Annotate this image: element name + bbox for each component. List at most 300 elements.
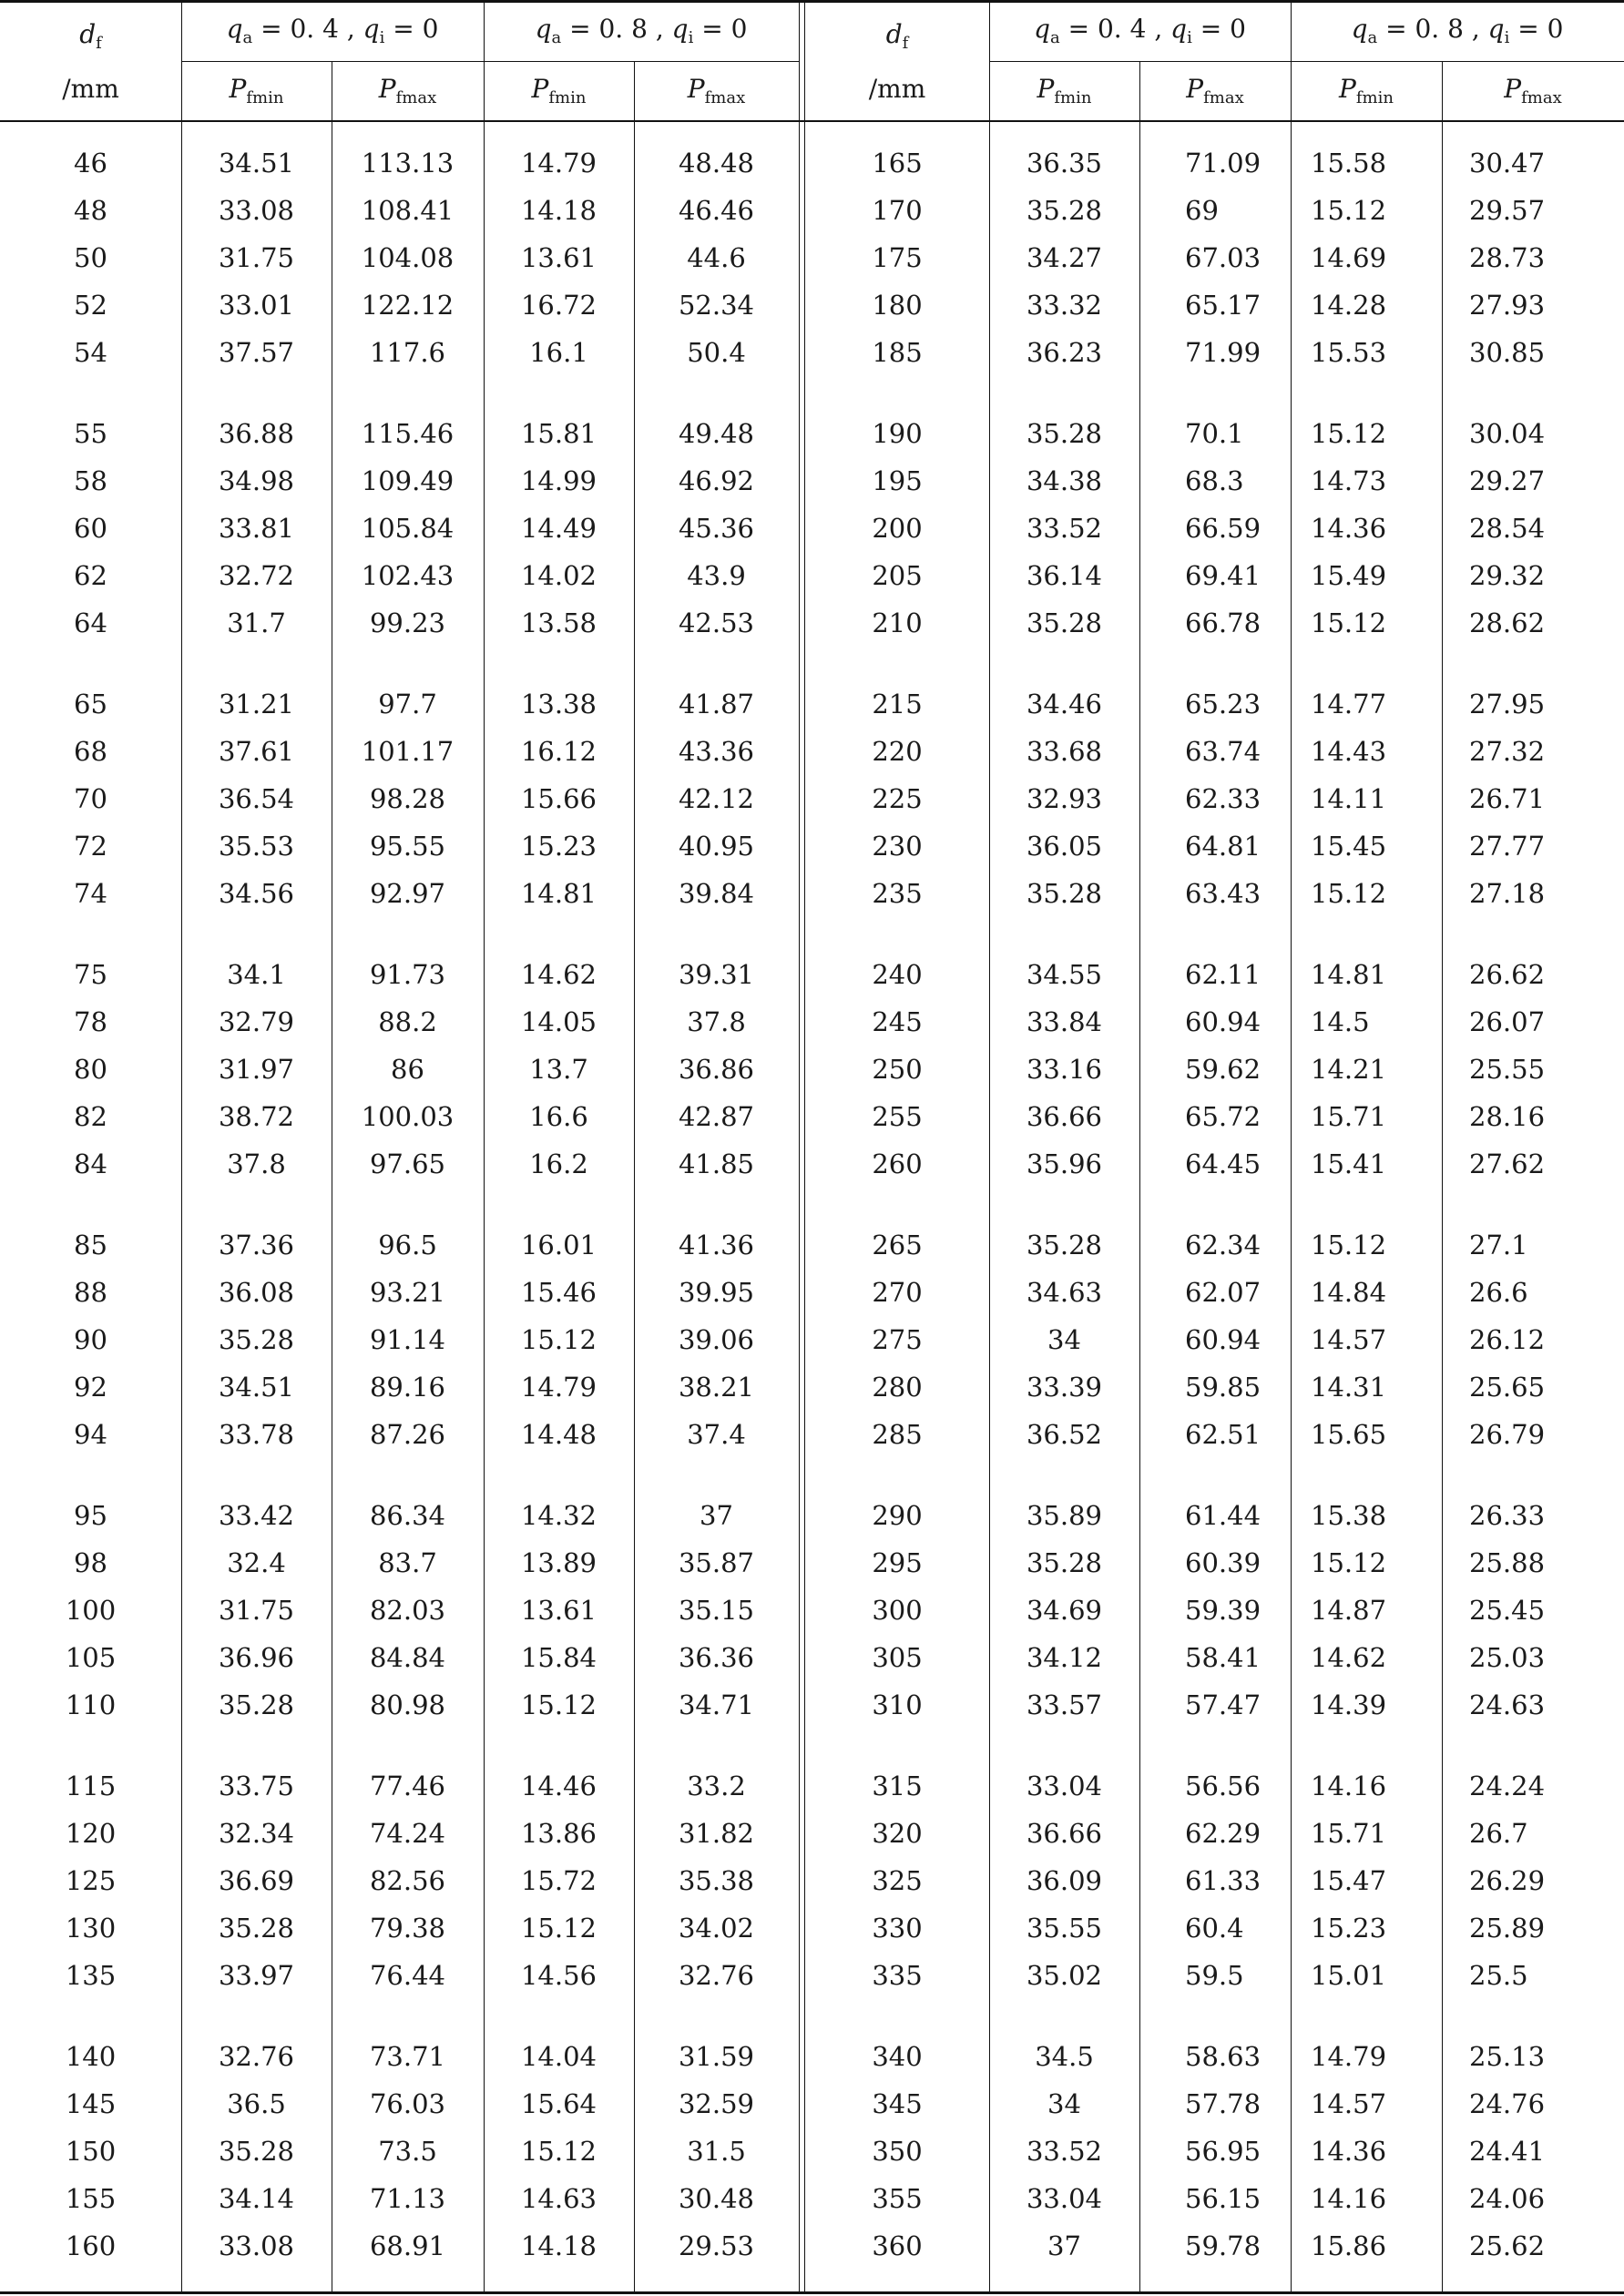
pfmax-qa04-cell: 91.14	[369, 1324, 446, 1355]
df-cell: 115	[65, 1770, 117, 1801]
pfmax-qa08-cell: 42.12	[678, 783, 755, 814]
pfmin-qa08-cell: 15.12	[1311, 878, 1387, 909]
pfmin-qa04-cell: 38.72	[218, 1101, 295, 1132]
pfmin-qa08-cell: 14.28	[1311, 290, 1387, 321]
pfmax-qa04-cell: 97.7	[378, 689, 437, 719]
pfmin-qa08-cell: 14.21	[1311, 1054, 1387, 1085]
df-cell: 120	[65, 1818, 117, 1849]
pfmax-qa04-cell: 96.5	[378, 1230, 437, 1260]
pfmin-qa04-cell: 33.32	[1026, 290, 1103, 321]
pfmin-qa04-cell: 34.38	[1026, 465, 1103, 496]
pfmax-qa08-cell: 31.59	[678, 2041, 755, 2072]
pfmin-qa08-cell: 13.86	[520, 1818, 598, 1849]
pfmax-qa08-cell: 24.06	[1469, 2183, 1546, 2214]
pfmin-qa08-cell: 14.56	[520, 1960, 598, 1991]
pfmax-qa04-cell: 101.17	[361, 736, 455, 767]
pfmax-qa08-cell: 25.13	[1469, 2041, 1546, 2072]
pfmin-qa04-cell: 36.54	[218, 783, 295, 814]
col-rule	[1139, 62, 1140, 2294]
pfmin-qa04-cell: 37.36	[218, 1230, 295, 1260]
pfmin-qa04-cell: 35.28	[1026, 195, 1103, 226]
pfmin-qa08-cell: 15.65	[1311, 1419, 1387, 1450]
header-unit: /mm	[62, 74, 119, 104]
df-cell: 170	[872, 195, 923, 226]
pfmin-qa08-cell: 14.87	[1311, 1595, 1387, 1626]
pfmax-qa04-cell: 122.12	[361, 290, 455, 321]
pfmax-qa04-cell: 99.23	[369, 607, 446, 638]
pfmin-qa04-cell: 36.69	[218, 1865, 295, 1896]
df-cell: 325	[872, 1865, 923, 1896]
pfmin-qa04-cell: 34.14	[218, 2183, 295, 2214]
pfmin-qa04-cell: 33.97	[218, 1960, 295, 1991]
pfmax-qa04-cell: 60.94	[1185, 1006, 1261, 1037]
pfmin-qa08-cell: 13.38	[520, 689, 598, 719]
pfmin-qa04-cell: 35.28	[1026, 1547, 1103, 1578]
col-rule	[1291, 0, 1292, 2294]
pfmin-qa04-cell: 34.1	[227, 959, 286, 990]
df-cell: 210	[872, 607, 923, 638]
pfmax-qa08-cell: 43.36	[678, 736, 755, 767]
pfmax-qa08-cell: 37.4	[687, 1419, 746, 1450]
df-cell: 130	[65, 1913, 117, 1944]
pfmin-qa04-cell: 34.55	[1026, 959, 1103, 990]
pfmin-qa04-cell: 33.75	[218, 1770, 295, 1801]
df-cell: 190	[872, 418, 923, 449]
pfmax-qa04-cell: 83.7	[378, 1547, 437, 1578]
pfmax-qa08-cell: 36.86	[678, 1054, 755, 1085]
header-pfmax: $P_{fmax}$	[1186, 74, 1244, 107]
pfmax-qa04-cell: 64.45	[1185, 1148, 1261, 1179]
pfmin-qa04-cell: 35.02	[1026, 1960, 1103, 1991]
pfmax-qa08-cell: 25.45	[1469, 1595, 1546, 1626]
pfmin-qa04-cell: 31.97	[218, 1054, 295, 1085]
pfmin-qa08-cell: 15.12	[1311, 418, 1387, 449]
df-cell: 280	[872, 1372, 923, 1403]
pfmin-qa04-cell: 34.56	[218, 878, 295, 909]
df-cell: 46	[74, 148, 107, 179]
pfmin-qa04-cell: 33.01	[218, 290, 295, 321]
pfmin-qa04-cell: 36.96	[218, 1642, 295, 1673]
pfmax-qa04-cell: 92.97	[369, 878, 446, 909]
pfmax-qa04-cell: 91.73	[369, 959, 446, 990]
pfmax-qa04-cell: 59.5	[1185, 1960, 1244, 1991]
df-cell: 295	[872, 1547, 923, 1578]
pfmax-qa08-cell: 24.24	[1469, 1770, 1546, 1801]
pfmax-qa04-cell: 58.63	[1185, 2041, 1261, 2072]
pfmin-qa04-cell: 34.98	[218, 465, 295, 496]
header-pfmax: $P_{fmax}$	[378, 74, 437, 107]
pfmin-qa08-cell: 16.72	[520, 290, 598, 321]
pfmin-qa04-cell: 31.75	[218, 1595, 295, 1626]
pfmin-qa08-cell: 14.79	[1311, 2041, 1387, 2072]
group-header-right-rule	[989, 61, 1624, 62]
pfmax-qa04-cell: 82.03	[369, 1595, 446, 1626]
pfmax-qa04-cell: 71.09	[1185, 148, 1261, 179]
pfmin-qa08-cell: 14.36	[1311, 513, 1387, 544]
df-cell: 360	[872, 2230, 923, 2261]
pfmax-qa08-cell: 41.85	[678, 1148, 755, 1179]
pfmax-qa04-cell: 62.11	[1185, 959, 1261, 990]
col-rule	[634, 62, 635, 2294]
pfmin-qa04-cell: 34.46	[1026, 689, 1103, 719]
pfmax-qa08-cell: 37	[700, 1500, 733, 1531]
pfmax-qa08-cell: 26.33	[1469, 1500, 1546, 1531]
pfmax-qa08-cell: 25.65	[1469, 1372, 1546, 1403]
df-cell: 320	[872, 1818, 923, 1849]
pfmax-qa08-cell: 24.41	[1469, 2136, 1546, 2167]
df-cell: 135	[65, 1960, 117, 1991]
pfmax-qa04-cell: 115.46	[361, 418, 455, 449]
pfmin-qa08-cell: 15.38	[1311, 1500, 1387, 1531]
pfmax-qa08-cell: 46.92	[678, 465, 755, 496]
pfmin-qa08-cell: 15.12	[1311, 1230, 1387, 1260]
pfmin-qa04-cell: 35.96	[1026, 1148, 1103, 1179]
pfmax-qa04-cell: 64.81	[1185, 831, 1261, 862]
pfmax-qa04-cell: 77.46	[369, 1770, 446, 1801]
pfmax-qa08-cell: 26.62	[1469, 959, 1546, 990]
pfmin-qa08-cell: 14.49	[520, 513, 598, 544]
df-cell: 355	[872, 2183, 923, 2214]
pfmax-qa04-cell: 84.84	[369, 1642, 446, 1673]
pfmax-qa08-cell: 39.95	[678, 1277, 755, 1308]
df-cell: 245	[872, 1006, 923, 1037]
df-cell: 85	[74, 1230, 107, 1260]
pfmax-qa08-cell: 36.36	[678, 1642, 755, 1673]
group-header-left-rule	[181, 61, 799, 62]
pfmax-qa08-cell: 29.32	[1469, 560, 1546, 591]
pfmin-qa04-cell: 37	[1047, 2230, 1081, 2261]
df-cell: 310	[872, 1689, 923, 1720]
pfmin-qa08-cell: 14.39	[1311, 1689, 1387, 1720]
pfmax-qa08-cell: 41.36	[678, 1230, 755, 1260]
pfmax-qa04-cell: 86	[391, 1054, 424, 1085]
pfmax-qa08-cell: 30.47	[1469, 148, 1546, 179]
pfmax-qa04-cell: 69	[1185, 195, 1219, 226]
df-cell: 95	[74, 1500, 107, 1531]
pfmax-qa04-cell: 59.62	[1185, 1054, 1261, 1085]
pfmin-qa04-cell: 32.72	[218, 560, 295, 591]
df-cell: 160	[65, 2230, 117, 2261]
pfmax-qa04-cell: 102.43	[361, 560, 455, 591]
pfmax-qa08-cell: 49.48	[678, 418, 755, 449]
pfmin-qa04-cell: 32.76	[218, 2041, 295, 2072]
pfmax-qa04-cell: 56.56	[1185, 1770, 1261, 1801]
df-cell: 125	[65, 1865, 117, 1896]
pfmin-qa08-cell: 14.43	[1311, 736, 1387, 767]
pfmin-qa08-cell: 14.73	[1311, 465, 1387, 496]
pfmin-qa08-cell: 15.12	[1311, 607, 1387, 638]
pfmax-qa04-cell: 68.3	[1185, 465, 1244, 496]
df-cell: 290	[872, 1500, 923, 1531]
pfmax-qa08-cell: 35.87	[678, 1547, 755, 1578]
pfmin-qa08-cell: 15.12	[520, 2136, 598, 2167]
pfmin-qa04-cell: 31.75	[218, 242, 295, 273]
pfmax-qa04-cell: 63.74	[1185, 736, 1261, 767]
header-group-qa08: $q_a = 0$. 8 , $q_i = 0$	[1351, 14, 1564, 47]
pfmax-qa08-cell: 35.38	[678, 1865, 755, 1896]
pfmin-qa08-cell: 15.64	[520, 2088, 598, 2119]
pfmin-qa08-cell: 15.12	[520, 1324, 598, 1355]
pfmax-qa08-cell: 31.82	[678, 1818, 755, 1849]
pfmax-qa08-cell: 25.03	[1469, 1642, 1546, 1673]
pfmax-qa08-cell: 26.12	[1469, 1324, 1546, 1355]
df-cell: 105	[65, 1642, 117, 1673]
df-cell: 60	[74, 513, 107, 544]
pfmax-qa08-cell: 33.2	[687, 1770, 746, 1801]
header-group-qa08: $q_a = 0$. 8 , $q_i = 0$	[535, 14, 748, 47]
pfmax-qa08-cell: 29.53	[678, 2230, 755, 2261]
df-cell: 180	[872, 290, 923, 321]
col-rule	[1442, 62, 1443, 2294]
header-pfmin: $P_{fmin}$	[229, 74, 284, 107]
pfmin-qa04-cell: 33.78	[218, 1419, 295, 1450]
pfmax-qa08-cell: 26.6	[1469, 1277, 1528, 1308]
pfmax-qa08-cell: 28.54	[1469, 513, 1546, 544]
df-cell: 315	[872, 1770, 923, 1801]
df-cell: 155	[65, 2183, 117, 2214]
df-cell: 305	[872, 1642, 923, 1673]
table-bottom-rule	[0, 2291, 1624, 2294]
df-cell: 62	[74, 560, 107, 591]
pfmax-qa04-cell: 71.99	[1185, 337, 1261, 368]
pfmin-qa04-cell: 35.28	[218, 2136, 295, 2167]
pfmin-qa08-cell: 15.47	[1311, 1865, 1387, 1896]
pfmax-qa04-cell: 76.03	[369, 2088, 446, 2119]
pfmax-qa04-cell: 98.28	[369, 783, 446, 814]
df-cell: 340	[872, 2041, 923, 2072]
pfmax-qa08-cell: 27.93	[1469, 290, 1546, 321]
pfmax-qa08-cell: 52.34	[678, 290, 755, 321]
pfmax-qa04-cell: 66.59	[1185, 513, 1261, 544]
pfmin-qa08-cell: 15.58	[1311, 148, 1387, 179]
pfmax-qa04-cell: 73.71	[369, 2041, 446, 2072]
pfmax-qa08-cell: 26.29	[1469, 1865, 1546, 1896]
pfmax-qa04-cell: 63.43	[1185, 878, 1261, 909]
df-cell: 270	[872, 1277, 923, 1308]
pfmax-qa04-cell: 60.94	[1185, 1324, 1261, 1355]
pfmax-qa08-cell: 26.79	[1469, 1419, 1546, 1450]
pfmax-qa04-cell: 62.34	[1185, 1230, 1261, 1260]
df-cell: 205	[872, 560, 923, 591]
pfmax-qa04-cell: 108.41	[361, 195, 455, 226]
pfmin-qa08-cell: 15.53	[1311, 337, 1387, 368]
pfmin-qa04-cell: 32.4	[227, 1547, 286, 1578]
pfmin-qa04-cell: 33.04	[1026, 1770, 1103, 1801]
pfmax-qa04-cell: 73.5	[378, 2136, 437, 2167]
pfmin-qa08-cell: 15.46	[520, 1277, 598, 1308]
pfmin-qa08-cell: 15.72	[520, 1865, 598, 1896]
pfmax-qa04-cell: 67.03	[1185, 242, 1261, 273]
df-cell: 84	[74, 1148, 107, 1179]
pfmin-qa04-cell: 33.08	[218, 195, 295, 226]
header-pfmax: $P_{fmax}$	[687, 74, 746, 107]
pfmax-qa08-cell: 24.63	[1469, 1689, 1546, 1720]
header-df: $d_f$	[79, 19, 102, 53]
pfmin-qa04-cell: 36.5	[227, 2088, 286, 2119]
pfmin-qa08-cell: 15.12	[1311, 195, 1387, 226]
pfmax-qa04-cell: 79.38	[369, 1913, 446, 1944]
header-pfmin: $P_{fmin}$	[1339, 74, 1394, 107]
df-cell: 75	[74, 959, 107, 990]
pfmin-qa04-cell: 36.35	[1026, 148, 1103, 179]
pfmax-qa04-cell: 86.34	[369, 1500, 446, 1531]
pfmin-qa04-cell: 35.28	[1026, 878, 1103, 909]
pfmin-qa08-cell: 13.7	[529, 1054, 588, 1085]
pfmax-qa04-cell: 65.23	[1185, 689, 1261, 719]
pfmin-qa04-cell: 36.14	[1026, 560, 1103, 591]
pfmin-qa04-cell: 36.08	[218, 1277, 295, 1308]
pfmin-qa08-cell: 14.46	[520, 1770, 598, 1801]
pfmax-qa08-cell: 27.18	[1469, 878, 1546, 909]
df-cell: 300	[872, 1595, 923, 1626]
pfmin-qa04-cell: 33.42	[218, 1500, 295, 1531]
header-unit: /mm	[868, 74, 926, 104]
pfmin-qa08-cell: 15.49	[1311, 560, 1387, 591]
pfmax-qa04-cell: 57.78	[1185, 2088, 1261, 2119]
df-cell: 54	[74, 337, 107, 368]
df-cell: 285	[872, 1419, 923, 1450]
pfmin-qa08-cell: 15.12	[520, 1689, 598, 1720]
pfmax-qa08-cell: 28.16	[1469, 1101, 1546, 1132]
pfmax-qa04-cell: 80.98	[369, 1689, 446, 1720]
df-cell: 175	[872, 242, 923, 273]
df-cell: 275	[872, 1324, 923, 1355]
pfmax-qa08-cell: 27.62	[1469, 1148, 1546, 1179]
pfmin-qa04-cell: 34.27	[1026, 242, 1103, 273]
pfmax-qa04-cell: 88.2	[378, 1006, 437, 1037]
pfmin-qa08-cell: 14.57	[1311, 2088, 1387, 2119]
pfmax-qa08-cell: 26.07	[1469, 1006, 1546, 1037]
pfmin-qa08-cell: 14.18	[520, 2230, 598, 2261]
df-cell: 90	[74, 1324, 107, 1355]
header-group-qa04: $q_a = 0$. 4 , $q_i = 0$	[226, 14, 439, 47]
pfmin-qa04-cell: 33.16	[1026, 1054, 1103, 1085]
pfmin-qa08-cell: 15.84	[520, 1642, 598, 1673]
pfmax-qa04-cell: 89.16	[369, 1372, 446, 1403]
pfmin-qa08-cell: 14.16	[1311, 2183, 1387, 2214]
pfmax-qa04-cell: 74.24	[369, 1818, 446, 1849]
pfmax-qa08-cell: 27.1	[1469, 1230, 1528, 1260]
df-cell: 230	[872, 831, 923, 862]
pfmin-qa08-cell: 13.89	[520, 1547, 598, 1578]
pfmax-qa08-cell: 27.32	[1469, 736, 1546, 767]
pfmin-qa04-cell: 33.84	[1026, 1006, 1103, 1037]
pfmin-qa08-cell: 14.57	[1311, 1324, 1387, 1355]
df-cell: 82	[74, 1101, 107, 1132]
pfmax-qa08-cell: 26.71	[1469, 783, 1546, 814]
header-pfmax: $P_{fmax}$	[1504, 74, 1562, 107]
df-cell: 70	[74, 783, 107, 814]
df-cell: 65	[74, 689, 107, 719]
header-df: $d_f$	[885, 19, 909, 53]
pfmax-qa04-cell: 104.08	[361, 242, 455, 273]
pfmax-qa08-cell: 32.76	[678, 1960, 755, 1991]
pfmax-qa04-cell: 65.17	[1185, 290, 1261, 321]
pfmin-qa04-cell: 35.28	[218, 1913, 295, 1944]
pfmin-qa08-cell: 14.62	[520, 959, 598, 990]
pfmin-qa04-cell: 34.12	[1026, 1642, 1103, 1673]
pfmin-qa04-cell: 33.68	[1026, 736, 1103, 767]
pfmax-qa04-cell: 109.49	[361, 465, 455, 496]
df-cell: 74	[74, 878, 107, 909]
pfmin-qa04-cell: 33.04	[1026, 2183, 1103, 2214]
pfmax-qa04-cell: 61.44	[1185, 1500, 1261, 1531]
pfmax-qa04-cell: 62.29	[1185, 1818, 1261, 1849]
df-cell: 330	[872, 1913, 923, 1944]
pfmin-qa08-cell: 16.1	[529, 337, 588, 368]
pfmin-qa04-cell: 34.69	[1026, 1595, 1103, 1626]
pfmax-qa04-cell: 69.41	[1185, 560, 1261, 591]
pfmin-qa04-cell: 34.63	[1026, 1277, 1103, 1308]
pfmax-qa08-cell: 37.8	[687, 1006, 746, 1037]
df-cell: 50	[74, 242, 107, 273]
df-cell: 140	[65, 2041, 117, 2072]
header-bottom-rule	[0, 120, 1624, 122]
pfmax-qa08-cell: 40.95	[678, 831, 755, 862]
pfmin-qa08-cell: 14.62	[1311, 1642, 1387, 1673]
df-cell: 78	[74, 1006, 107, 1037]
pfmin-qa04-cell: 33.39	[1026, 1372, 1103, 1403]
df-cell: 110	[65, 1689, 117, 1720]
pfmin-qa08-cell: 14.04	[520, 2041, 598, 2072]
pfmax-qa08-cell: 25.55	[1469, 1054, 1546, 1085]
pfmin-qa08-cell: 15.71	[1311, 1101, 1387, 1132]
pfmax-qa08-cell: 35.15	[678, 1595, 755, 1626]
header-pfmin: $P_{fmin}$	[531, 74, 587, 107]
pfmin-qa04-cell: 35.28	[218, 1689, 295, 1720]
pfmin-qa08-cell: 15.23	[520, 831, 598, 862]
df-cell: 94	[74, 1419, 107, 1450]
pfmax-qa04-cell: 66.78	[1185, 607, 1261, 638]
pfmax-qa04-cell: 61.33	[1185, 1865, 1261, 1896]
pfmax-qa04-cell: 62.07	[1185, 1277, 1261, 1308]
pfmax-qa04-cell: 113.13	[361, 148, 455, 179]
df-cell: 98	[74, 1547, 107, 1578]
df-cell: 255	[872, 1101, 923, 1132]
pfmin-qa08-cell: 15.86	[1311, 2230, 1387, 2261]
df-cell: 52	[74, 290, 107, 321]
pfmin-qa08-cell: 14.79	[520, 1372, 598, 1403]
df-cell: 150	[65, 2136, 117, 2167]
header-pfmin: $P_{fmin}$	[1037, 74, 1092, 107]
half-divider-rule	[799, 0, 800, 2294]
pfmin-qa04-cell: 32.93	[1026, 783, 1103, 814]
pfmin-qa04-cell: 33.52	[1026, 2136, 1103, 2167]
pfmax-qa04-cell: 62.33	[1185, 783, 1261, 814]
pfmin-qa04-cell: 34	[1047, 1324, 1081, 1355]
pfmax-qa08-cell: 39.31	[678, 959, 755, 990]
pfmax-qa04-cell: 62.51	[1185, 1419, 1261, 1450]
pfmax-qa08-cell: 30.85	[1469, 337, 1546, 368]
pfmin-qa04-cell: 36.88	[218, 418, 295, 449]
pfmin-qa08-cell: 14.16	[1311, 1770, 1387, 1801]
pfmin-qa04-cell: 34.5	[1035, 2041, 1094, 2072]
pfmin-qa08-cell: 14.32	[520, 1500, 598, 1531]
df-cell: 250	[872, 1054, 923, 1085]
pfmin-qa04-cell: 31.21	[218, 689, 295, 719]
pfmax-qa04-cell: 82.56	[369, 1865, 446, 1896]
pfmin-qa08-cell: 14.99	[520, 465, 598, 496]
pfmin-qa04-cell: 36.52	[1026, 1419, 1103, 1450]
df-cell: 215	[872, 689, 923, 719]
pfmin-qa04-cell: 32.34	[218, 1818, 295, 1849]
pfmax-qa04-cell: 93.21	[369, 1277, 446, 1308]
df-cell: 58	[74, 465, 107, 496]
pfmin-qa08-cell: 14.79	[520, 148, 598, 179]
pfmin-qa04-cell: 36.23	[1026, 337, 1103, 368]
pfmax-qa08-cell: 27.77	[1469, 831, 1546, 862]
pfmax-qa08-cell: 25.88	[1469, 1547, 1546, 1578]
